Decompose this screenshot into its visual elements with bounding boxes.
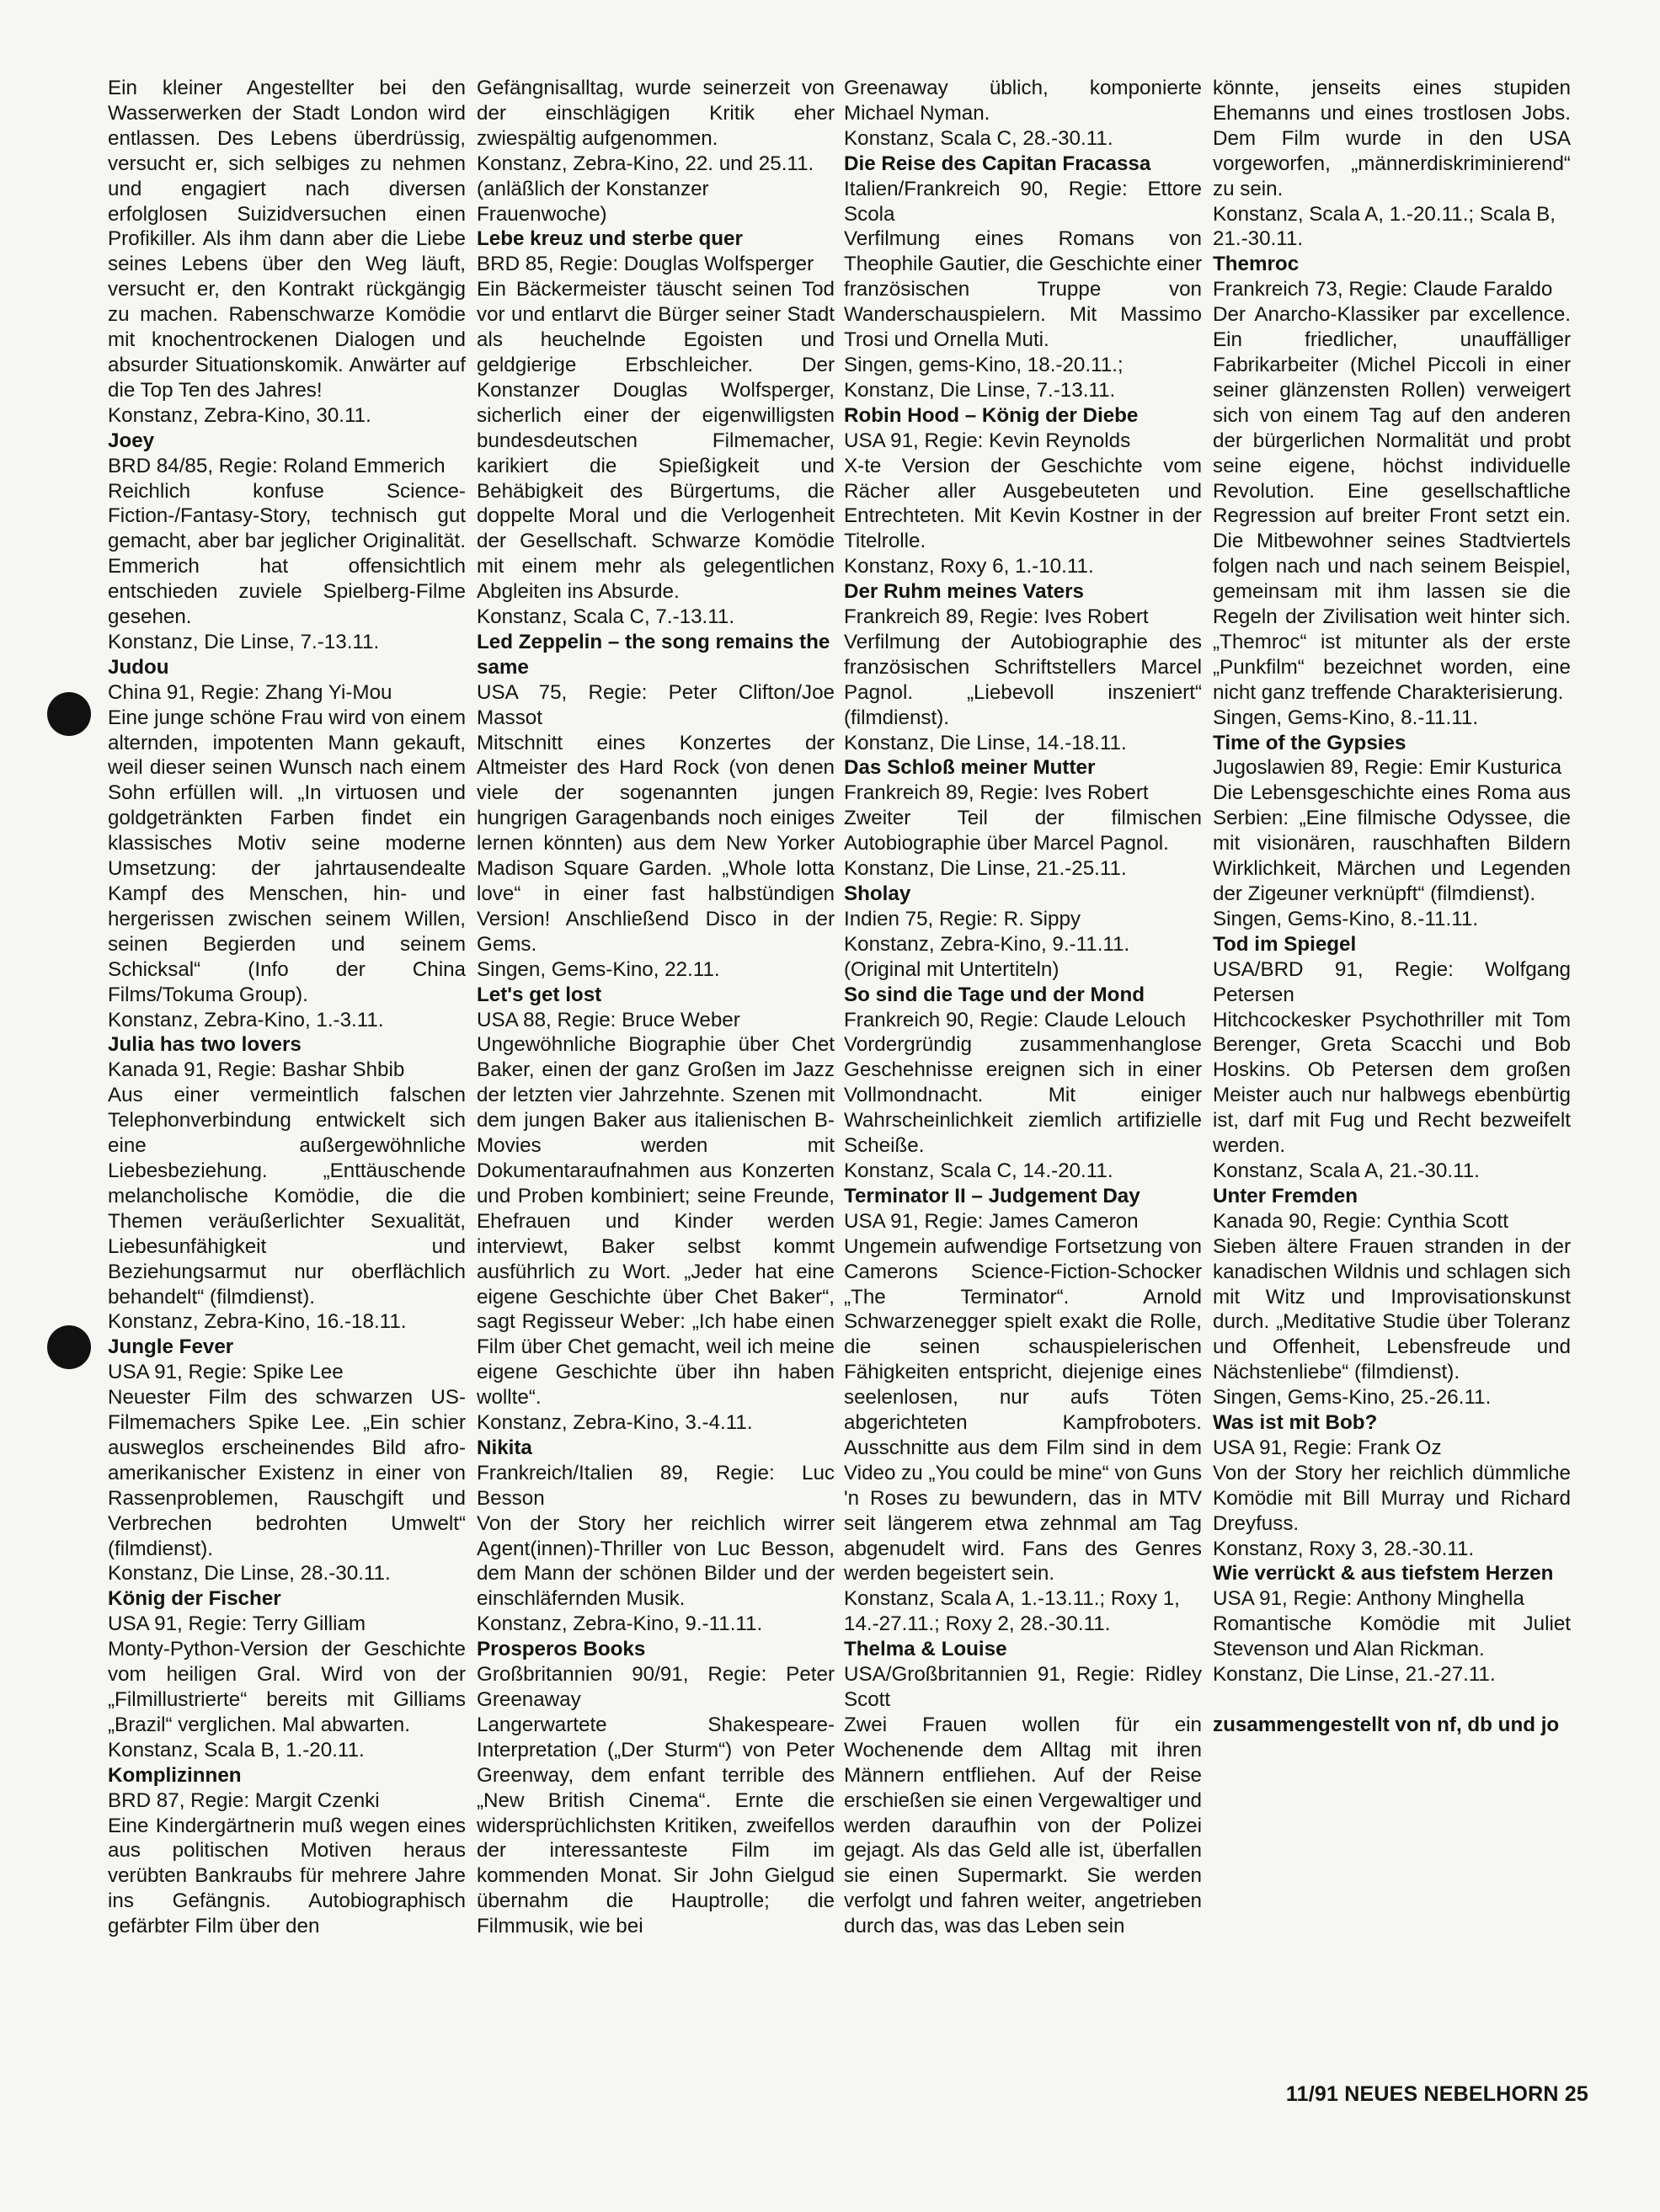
film-description: Langerwartete Shakespeare-Interpretation („Der Sturm“) von Peter Greenway, dem enfant terrible des „New British Cinema“. Ernte die widersprüchlichsten Kritiken, zweifellos der interessanteste Film im kommenden Monat. Sir John Gielgud übernahm die Hauptrolle; die Filmmusik, wie bei: [477, 1713, 835, 1938]
film-credits: USA 91, Regie: Spike Lee: [108, 1361, 344, 1384]
film-description: Verfilmung der Autobiographie des französischen Schriftstellers Marcel Pagnol. „Liebevoll inszeniert“ (filmdienst).: [844, 630, 1202, 729]
film-credits: USA 88, Regie: Bruce Weber: [477, 1008, 740, 1031]
film-description: Ein kleiner Angestellter bei den Wasserwerken der Stadt London wird entlassen. Des Lebens überdrüssig, versucht er, sich selbiges zu nehmen und engagiert nach diversen erfolglosen Suizidversuchen einen Profikiller. Als ihm dann aber die Liebe seines Lebens über den Weg läuft, versucht er, den Kontrakt rückgängig zu machen. Rabenschwarze Komödie mit knochentrockenen Dialogen und absurder Situationskomik. Anwärter auf die Top Ten des Jahres!: [108, 77, 466, 402]
film-entry: [477, 227, 835, 630]
film-title: Sholay: [844, 882, 911, 905]
film-description: Die Lebensgeschichte eines Roma aus Serbien: „Eine filmische Odyssee, die mit visionären, rauschhaften Bildern Wirklichkeit, Märchen und Legenden der Zigeuner verknüpft“ (filmdienst).: [1213, 781, 1571, 905]
screening-info: Konstanz, Die Linse, 28.-30.11.: [108, 1562, 391, 1586]
column-1: [108, 76, 466, 1939]
film-credits: Frankreich 89, Regie: Ives Robert: [844, 605, 1149, 629]
film-title: Die Reise des Capitan Fracassa: [844, 152, 1151, 175]
screening-info: Konstanz, Zebra-Kino, 3.-4.11.: [477, 1411, 753, 1435]
film-title: Robin Hood – König der Diebe: [844, 403, 1139, 427]
column-4: [1213, 76, 1571, 1738]
film-credits: Großbritannien 90/91, Regie: Peter Greenaway: [477, 1663, 835, 1711]
film-credits: USA/Großbritannien 91, Regie: Ridley Scott: [844, 1663, 1202, 1711]
film-description: Zwei Frauen wollen für ein Wochenende dem Alltag mit ihren Männern entfliehen. Auf der Reise erschießen sie einen Vergewaltiger und werden daraufhin von der Polizei gejagt. Als das Geld alle ist, überfallen sie einen Supermarkt. Sie werden verfolgt und fahren weiter, angetrieben durch das, was das Leben sein: [844, 1713, 1202, 1938]
screening-info: Konstanz, Die Linse, 21.-25.11.: [844, 857, 1127, 881]
film-title: Lebe kreuz und sterbe quer: [477, 227, 743, 251]
film-description: Aus einer vermeintlich falschen Telephonverbindung entwickelt sich eine außergewöhnliche Liebesbeziehung. „Enttäuschende melancholische Komödie, die die Themen veräußerlichter Sexualität, Liebesunfähigkeit und Beziehungsarmut nur oberflächlich behandelt“ (filmdienst).: [108, 1084, 466, 1309]
film-title: Nikita: [477, 1436, 532, 1459]
film-credits: USA 91, Regie: Kevin Reynolds: [844, 429, 1131, 452]
film-description: könnte, jenseits eines stupiden Ehemanns und eines trostlosen Jobs. Dem Film wurde in den USA vorgeworfen, „männerdiskriminierend“ zu sein.: [1213, 77, 1571, 200]
film-title: Joey: [108, 429, 155, 452]
film-description: Vordergründig zusammenhanglose Geschehnisse ereignen sich in einer Vollmondnacht. Mit einiger Wahrscheinlichkeit ziemlich artifizielle Scheiße.: [844, 1033, 1202, 1158]
film-entry: [1213, 76, 1571, 252]
film-credits: USA/BRD 91, Regie: Wolfgang Petersen: [1213, 957, 1571, 1006]
screening-info: Konstanz, Scala A, 21.-30.11.: [1213, 1159, 1480, 1182]
film-description: Romantische Komödie mit Juliet Stevenson und Alan Rickman.: [1213, 1612, 1571, 1661]
screening-info: Konstanz, Roxy 6, 1.-10.11.: [844, 555, 1094, 578]
screening-info: Konstanz, Scala B, 1.-20.11.: [108, 1738, 365, 1762]
film-entry: [844, 579, 1202, 755]
film-description: Eine Kindergärtnerin muß wegen eines aus politischen Motiven heraus verübten Bankraubs für mehrere Jahre ins Gefängnis. Autobiographisch gefärbter Film über den: [108, 1814, 466, 1938]
film-description: Ungewöhnliche Biographie über Chet Baker, einen der ganz Großen im Jazz der letzten vier Jahrzehnte. Szenen mit dem jungen Baker aus italienischen B-Movies werden mit Dokumentaraufnahmen aus Konzerten und Proben kombiniert; seine Freunde, Ehefrauen und Kinder werden interviewt, Baker selbst kommt ausführlich zu Wort. „Jeder hat eine eigene Geschichte über Chet Baker“, sagt Regisseur Weber: „Ich habe einen Film über Chet gemacht, weil ich meine eigene Geschichte über ihn haben wollte“.: [477, 1033, 835, 1410]
film-credits: BRD 87, Regie: Margit Czenki: [108, 1788, 380, 1812]
screening-info: Konstanz, Zebra-Kino, 9.-11.11.: [477, 1612, 763, 1636]
film-credits: USA 91, Regie: Frank Oz: [1213, 1436, 1442, 1459]
film-credits: USA 75, Regie: Peter Clifton/Joe Massot: [477, 680, 835, 729]
film-credits: Frankreich/Italien 89, Regie: Luc Besson: [477, 1461, 835, 1510]
screening-info: Konstanz, Scala A, 1.-20.11.; Scala B, 21.-30.11.: [1213, 202, 1556, 251]
screening-info: Konstanz, Zebra-Kino, 1.-3.11.: [108, 1008, 384, 1031]
screening-info: Konstanz, Roxy 3, 28.-30.11.: [1213, 1537, 1475, 1560]
film-entry: [844, 152, 1202, 403]
film-description: Von der Story her reichlich wirrer Agent(innen)-Thriller von Luc Besson, dem Mann der schönen Bilder und der einschläfernden Musik.: [477, 1511, 835, 1611]
film-title: Thelma & Louise: [844, 1638, 1007, 1661]
film-description: Ungemein aufwendige Fortsetzung von Camerons Science-Fiction-Schocker „The Terminator“. Arnold Schwarzenegger spielt exakt die Rolle, die seinen schauspielerischen Fähigkeiten entspricht, diejenige eines seelenlosen, nur aufs Töten abgerichteten Kampfroboters. Ausschnitte aus dem Film sind in dem Video zu „You could be mine“ von Guns 'n Roses zu bewundern, das in MTV seit längerem etwa zehnmal am Tag abgenudelt wird. Fans des Genres werden begeistert sein.: [844, 1234, 1202, 1586]
film-entry: [108, 76, 466, 429]
film-description: Neuester Film des schwarzen US-Filmemachers Spike Lee. „Ein schier ausweglos erscheinendes Bild afro-amerikanischer Existenz in einer von Rassenproblemen, Rauschgift und Verbrechen bedrohten Umwelt“ (filmdienst).: [108, 1386, 466, 1560]
screening-info: Konstanz, Zebra-Kino, 9.-11.11. (Original mit Untertiteln): [844, 932, 1130, 981]
film-entry: [1213, 1184, 1571, 1410]
film-title: Led Zeppelin – the song remains the same: [477, 630, 830, 679]
film-entry: [477, 76, 835, 227]
film-credits: USA 91, Regie: Anthony Minghella: [1213, 1587, 1524, 1611]
film-credits: BRD 84/85, Regie: Roland Emmerich: [108, 454, 446, 477]
film-title: So sind die Tage und der Mond: [844, 983, 1145, 1006]
film-entry: [1213, 932, 1571, 1184]
film-entry: [108, 1032, 466, 1335]
film-title: Komplizinnen: [108, 1763, 242, 1787]
film-entry: [1213, 252, 1571, 730]
film-description: Zweiter Teil der filmischen Autobiographie über Marcel Pagnol.: [844, 807, 1202, 855]
screening-info: Konstanz, Die Linse, 21.-27.11.: [1213, 1663, 1496, 1687]
screening-info: Konstanz, Scala C, 7.-13.11.: [477, 605, 735, 629]
film-description: Eine junge schöne Frau wird von einem alternden, impotenten Mann gekauft, weil dieser seinen Wunsch nach einem Sohn erfüllen will. „In virtuosen und goldgetränkten Farben findet ein klassisches Motiv seine moderne Umsetzung: der jahrtausendealte Kampf des Menschen, hin- und hergerissen zwischen seinem Willen, seinen Begierden und seinem Schicksal“ (Info der China Films/Tokuma Group).: [108, 706, 466, 1006]
screening-info: Konstanz, Zebra-Kino, 30.11.: [108, 403, 371, 427]
film-credits: Italien/Frankreich 90, Regie: Ettore Scola: [844, 177, 1202, 226]
film-title: Themroc: [1213, 253, 1300, 276]
screening-info: Singen, Gems-Kino, 25.-26.11.: [1213, 1386, 1492, 1410]
screening-info: Konstanz, Zebra-Kino, 22. und 25.11. (anläßlich der Konstanzer Frauenwoche): [477, 152, 814, 226]
film-credits: Jugoslawien 89, Regie: Emir Kusturica: [1213, 756, 1562, 780]
film-entry: [1213, 1561, 1571, 1687]
film-entry: [844, 76, 1202, 152]
film-title: Wie verrückt & aus tiefstem Herzen: [1213, 1562, 1554, 1586]
film-entry: [844, 1184, 1202, 1637]
screening-info: Konstanz, Die Linse, 7.-13.11.: [108, 630, 380, 653]
film-entry: [108, 1586, 466, 1762]
film-entry: [844, 983, 1202, 1184]
film-description: Von der Story her reichlich dümmliche Komödie mit Bill Murray und Richard Dreyfuss.: [1213, 1461, 1571, 1535]
screening-info: Singen, Gems-Kino, 8.-11.11.: [1213, 907, 1479, 930]
column-2: [477, 76, 835, 1939]
film-title: Was ist mit Bob?: [1213, 1411, 1378, 1435]
film-title: Julia has two lovers: [108, 1033, 302, 1057]
film-credits: China 91, Regie: Zhang Yi-Mou: [108, 680, 392, 704]
film-title: Jungle Fever: [108, 1335, 234, 1359]
film-credits: Kanada 90, Regie: Cynthia Scott: [1213, 1209, 1508, 1233]
film-credits: Kanada 91, Regie: Bashar Shbib: [108, 1058, 405, 1082]
film-description: Ein Bäckermeister täuscht seinen Tod vor und entlarvt die Bürger seiner Stadt als heuchelnde Egoisten und geldgierige Erbschleicher. Der Konstanzer Douglas Wolfsperger, sicherlich einer der eigenwilligsten bundesdeutschen Filmemacher, karikiert die Spießigkeit und Behäbigkeit des Bürgertums, die doppelte Moral und die Verlogenheit der Gesellschaft. Schwarze Komödie mit einem mehr als gelegentlichen Abgleiten ins Absurde.: [477, 278, 835, 604]
screening-info: Singen, Gems-Kino, 22.11.: [477, 957, 720, 981]
screening-info: Konstanz, Die Linse, 14.-18.11.: [844, 731, 1127, 754]
screening-info: Konstanz, Scala A, 1.-13.11.; Roxy 1, 14.-27.11.; Roxy 2, 28.-30.11.: [844, 1587, 1180, 1636]
film-entry: [108, 429, 466, 655]
film-title: Time of the Gypsies: [1213, 731, 1406, 754]
film-title: Unter Fremden: [1213, 1184, 1358, 1207]
screening-info: Konstanz, Zebra-Kino, 16.-18.11.: [108, 1310, 407, 1334]
film-title: Tod im Spiegel: [1213, 932, 1357, 956]
film-description: Verfilmung eines Romans von Theophile Gautier, die Geschichte einer französischen Truppe von Wanderschauspielern. Mit Massimo Trosi und Ornella Muti.: [844, 227, 1202, 352]
column-3: [844, 76, 1202, 1939]
screening-info: Konstanz, Scala C, 14.-20.11.: [844, 1159, 1113, 1182]
film-title: Judou: [108, 655, 169, 679]
film-title: Terminator II – Judgement Day: [844, 1184, 1140, 1207]
film-entry: [477, 983, 835, 1436]
film-credits: Frankreich 73, Regie: Claude Faraldo: [1213, 278, 1553, 301]
film-entry: [477, 1637, 835, 1939]
film-entry: [844, 1637, 1202, 1939]
binder-hole-bottom: [47, 1325, 91, 1369]
film-entry: [1213, 731, 1571, 932]
film-description: Monty-Python-Version der Geschichte vom heiligen Gral. Wird von der „Filmillustrierte“ bereits mit Gilliams „Brazil“ verglichen. Mal abwarten.: [108, 1638, 466, 1736]
film-credits: Frankreich 89, Regie: Ives Robert: [844, 781, 1149, 805]
film-entry: [108, 1335, 466, 1586]
screening-info: Konstanz, Scala C, 28.-30.11.: [844, 126, 1113, 150]
film-title: Prosperos Books: [477, 1638, 646, 1661]
film-description: Der Anarcho-Klassiker par excellence. Ein friedlicher, unauffälliger Fabrikarbeiter (Michel Piccoli in einer seiner glänzensten Rollen) verweigert sich von einem Tag auf den anderen der bürgerlichen Normalität und probt seine eigene, höchst individuelle Revolution. Eine gesellschaftliche Regression auf breiter Front setzt ein. Die Mitbewohner seines Stadtviertels folgen nach und nach seinem Beispiel, gemeinsam mit ihm lassen sie die Regeln der Zivilisation weit hinter sich. „Themroc“ ist mitunter als der erste „Punkfilm“ bezeichnet worden, eine nicht ganz treffende Charakterisierung.: [1213, 303, 1571, 704]
screening-info: Singen, gems-Kino, 18.-20.11.; Konstanz, Die Linse, 7.-13.11.: [844, 353, 1124, 402]
film-description: Hitchcockesker Psychothriller mit Tom Berenger, Greta Scacchi und Bob Hoskins. Ob Petersen dem großen Meister auch nur halbwegs ebenbürtig ist, darf mit Fug und Recht bezweifelt werden.: [1213, 1008, 1571, 1158]
compiled-by-credit: zusammengestellt von nf, db und jo: [1213, 1714, 1560, 1736]
film-description: Mitschnitt eines Konzertes der Altmeister des Hard Rock (von denen viele der sogenannten jungen hungrigen Garagenbands noch einiges lernen könnten) aus dem New Yorker Madison Square Garden. „Whole lotta love“ in einer fast halbstündigen Version! Anschließend Disco in der Gems.: [477, 731, 835, 956]
film-entry: [1213, 1410, 1571, 1561]
binder-hole-top: [47, 692, 91, 736]
film-description: Gefängnisalltag, wurde seinerzeit von der einschlägigen Kritik eher zwiespältig aufgenommen.: [477, 77, 835, 150]
film-title: König der Fischer: [108, 1587, 281, 1611]
film-entry: [108, 1763, 466, 1939]
film-credits: Indien 75, Regie: R. Sippy: [844, 907, 1081, 930]
film-title: Das Schloß meiner Mutter: [844, 756, 1096, 780]
film-entry: [477, 1436, 835, 1637]
film-description: Sieben ältere Frauen stranden in der kanadischen Wildnis und schlagen sich mit Witz und Improvisationskunst durch. „Meditative Studie über Toleranz und Offenheit, Lebensfreude und Nächstenliebe“ (filmdienst).: [1213, 1234, 1571, 1384]
film-description: X-te Version der Geschichte vom Rächer aller Ausgebeuteten und Entrechteten. Mit Kevin Kostner in der Titelrolle.: [844, 454, 1202, 553]
film-credits: BRD 85, Regie: Douglas Wolfsperger: [477, 253, 814, 276]
film-credits: USA 91, Regie: James Cameron: [844, 1209, 1139, 1233]
film-entry: [844, 403, 1202, 579]
film-entry: [844, 755, 1202, 882]
film-credits: USA 91, Regie: Terry Gilliam: [108, 1612, 366, 1636]
film-description: Greenaway üblich, komponierte Michael Nyman.: [844, 77, 1202, 125]
film-title: Der Ruhm meines Vaters: [844, 580, 1084, 604]
page-footer: 11/91 NEUES NEBELHORN 25: [1285, 2082, 1588, 2106]
film-entry: [477, 630, 835, 983]
film-description: Reichlich konfuse Science-Fiction-/Fantasy-Story, technisch gut gemacht, aber bar jeglicher Originalität. Emmerich hat offensichtlich entschieden zuviele Spielberg-Filme gesehen.: [108, 479, 466, 629]
film-credits: Frankreich 90, Regie: Claude Lelouch: [844, 1008, 1187, 1031]
film-entry: [844, 882, 1202, 983]
film-title: Let's get lost: [477, 983, 602, 1006]
screening-info: Singen, Gems-Kino, 8.-11.11.: [1213, 706, 1479, 729]
film-entry: [108, 655, 466, 1033]
